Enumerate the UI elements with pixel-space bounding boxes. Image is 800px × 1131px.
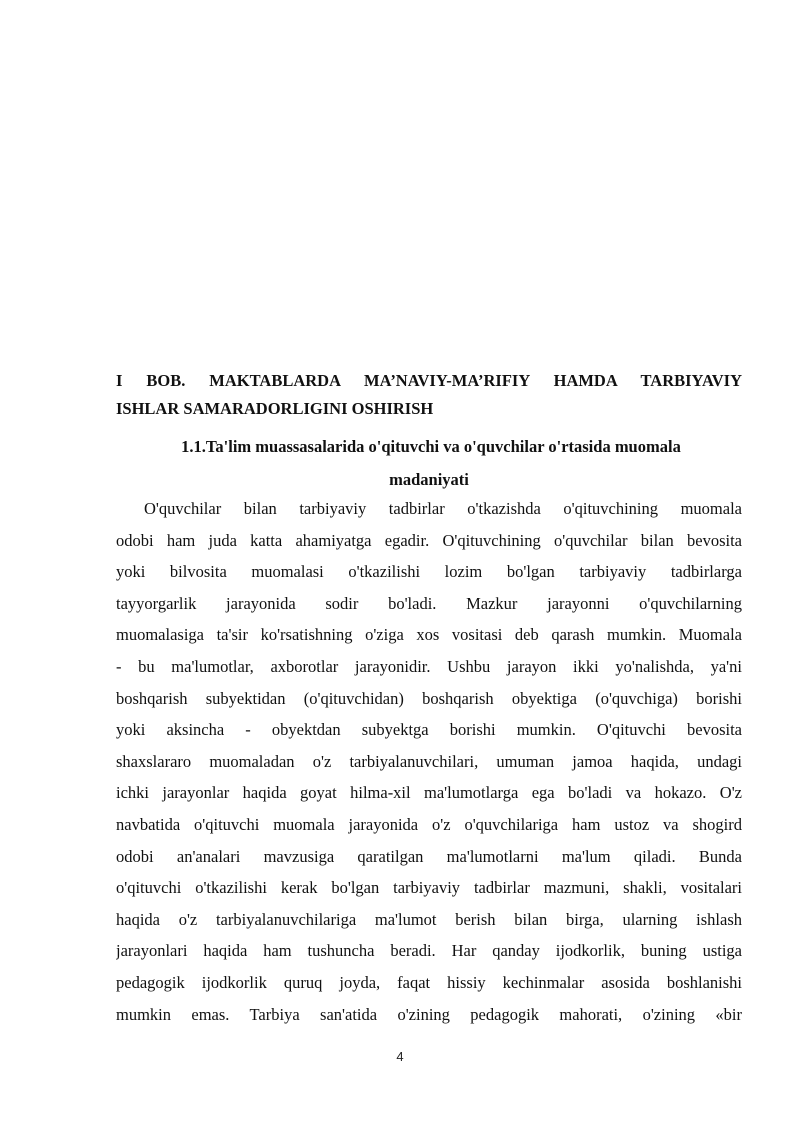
chapter-title-line-1: I BOB. MAKTABLARDA MA’NAVIY-MA’RIFIY HAMDA TARBIYAVIY <box>116 371 742 390</box>
paragraph-line: - bu ma'lumotlar, axborotlar jarayonidir. Ushbu jarayon ikki yo'nalishda, ya'ni <box>116 656 742 676</box>
paragraph-line: muomalasiga ta'sir ko'rsatishning o'ziga xos vositasi deb qarash mumkin. Muomala <box>116 625 742 645</box>
paragraph-line: navbatida o'qituvchi muomala jarayonida o'z o'quvchilariga ham ustoz va shogird <box>116 814 742 834</box>
paragraph-line: shaxslararo muomaladan o'z tarbiyalanuvchilari, umuman jamoa haqida, undagi <box>116 751 742 771</box>
paragraph-line: jarayonlari haqida ham tushuncha beradi. Har qanday ijodkorlik, buning ustiga <box>116 941 742 961</box>
paragraph-line: yoki aksincha - obyektdan subyektga borishi mumkin. O'qituvchi bevosita <box>116 720 742 740</box>
section-title-line-2: madaniyati <box>389 470 469 489</box>
paragraph-line: odobi an'analari mavzusiga qaratilgan ma'lumotlarni ma'lum qiladi. Bunda <box>116 846 742 866</box>
chapter-title-line-2: ISHLAR SAMARADORLIGINI OSHIRISH <box>116 399 434 418</box>
section-title <box>116 430 742 496</box>
paragraph-line: pedagogik ijodkorlik quruq joyda, faqat hissiy kechinmalar asosida boshlanishi <box>116 972 742 992</box>
paragraph-line: yoki bilvosita muomalasi o'tkazilishi lozim bo'lgan tarbiyaviy tadbirlarga <box>116 562 742 582</box>
page-number: 4 <box>396 1049 404 1064</box>
chapter-title <box>116 367 742 423</box>
paragraph-line: o'qituvchi o'tkazilishi kerak bo'lgan tarbiyaviy tadbirlar mazmuni, shakli, vositalari <box>116 878 742 898</box>
paragraph-line: ichki jarayonlar haqida goyat hilma-xil ma'lumotlarga ega bo'ladi va hokazo. O'z <box>116 783 742 803</box>
body-paragraph <box>116 493 742 1030</box>
paragraph-line: O'quvchilar bilan tarbiyaviy tadbirlar o'tkazishda o'qituvchining muomala <box>144 499 742 518</box>
paragraph-line: tayyorgarlik jarayonida sodir bo'ladi. Mazkur jarayonni o'quvchilarning <box>116 593 742 613</box>
paragraph-line: boshqarish subyektidan (o'qituvchidan) boshqarish obyektiga (o'quvchiga) borishi <box>116 688 742 708</box>
paragraph-line: haqida o'z tarbiyalanuvchilariga ma'lumot berish bilan birga, ularning ishlash <box>116 909 742 929</box>
paragraph-line: mumkin emas. Tarbiya san'atida o'zining pedagogik mahorati, o'zining «bir <box>116 1004 742 1024</box>
section-title-line-1: 1.1.Ta'lim muassasalarida o'qituvchi va o'quvchilar o'rtasida muomala <box>181 437 681 456</box>
paragraph-line: odobi ham juda katta ahamiyatga egadir. O'qituvchining o'quvchilar bilan bevosita <box>116 530 742 550</box>
